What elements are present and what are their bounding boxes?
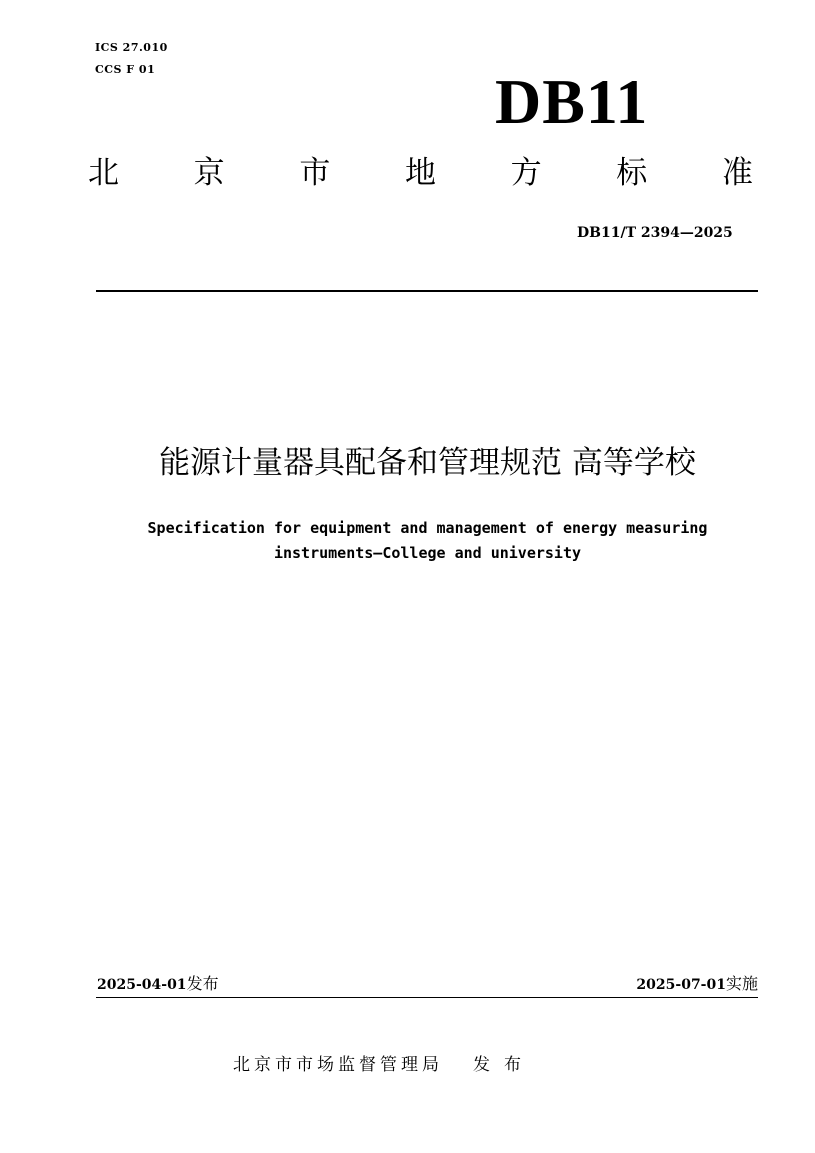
standard-type-char: 北: [88, 155, 119, 191]
title-english: [0, 516, 815, 566]
issue-label: 发布: [186, 974, 219, 993]
standard-number: DB11/T 2394—2025: [577, 225, 733, 241]
standard-code: DB11: [495, 66, 649, 137]
implementation-date-block: [636, 976, 758, 992]
publisher-line: [233, 1057, 535, 1074]
standard-type-char: 京: [193, 155, 225, 191]
standard-type: [88, 155, 753, 191]
standard-type-char: 方: [510, 155, 542, 191]
top-divider: [96, 290, 758, 292]
ccs-code: CCS F 01: [95, 63, 156, 76]
title-english-line-1: Specification for equipment and management of energy measuring: [147, 519, 708, 537]
standard-type-char: 地: [404, 155, 436, 191]
publisher-name: 北京市市场监督管理局: [233, 1055, 443, 1075]
title-chinese: 能源计量器具配备和管理规范 高等学校: [159, 445, 696, 481]
publish-label: 发布: [473, 1055, 535, 1075]
title-english-line-2: instruments—College and university: [273, 544, 582, 562]
implementation-date: 2025-07-01: [636, 977, 726, 993]
ics-code: ICS 27.010: [95, 41, 168, 54]
issue-date: 2025-04-01: [97, 977, 187, 993]
issue-date-block: [97, 976, 219, 992]
bottom-divider: [96, 997, 758, 998]
standard-type-char: 标: [616, 155, 648, 191]
standard-type-char: 市: [299, 155, 331, 191]
implementation-label: 实施: [725, 974, 758, 993]
standard-type-char: 准: [721, 155, 753, 191]
